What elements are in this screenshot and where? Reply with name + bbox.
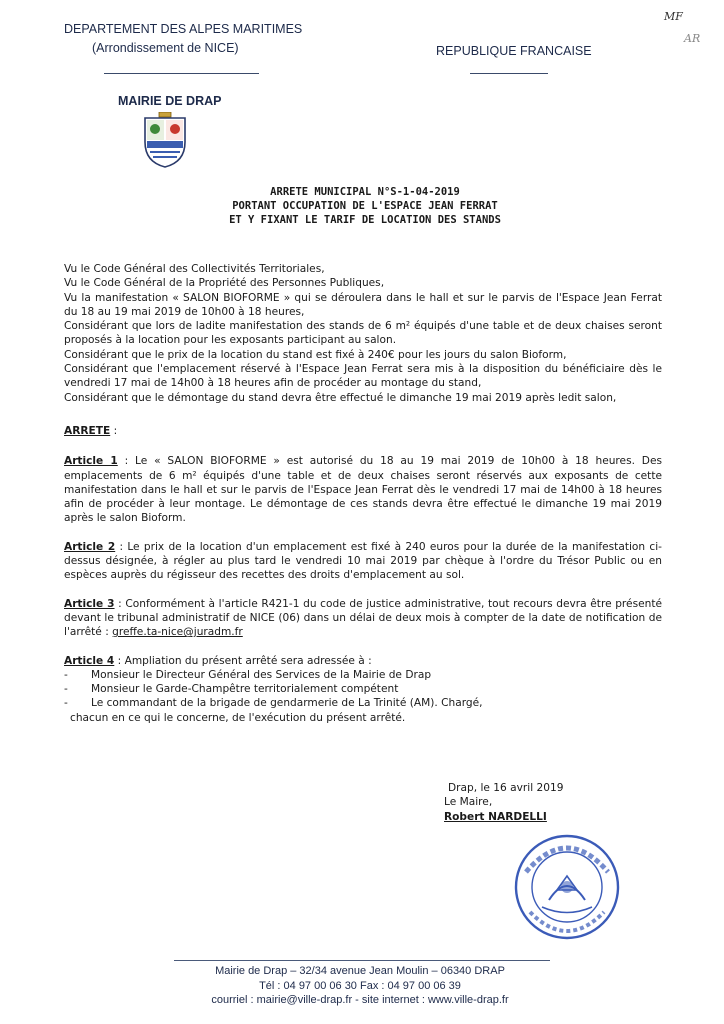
header-rule-left bbox=[104, 73, 259, 74]
mayor-name: Robert NARDELLI bbox=[444, 810, 547, 823]
handwritten-mark: AR bbox=[684, 32, 701, 45]
article-3 bbox=[64, 597, 662, 640]
list-item: - Monsieur le Garde-Champêtre territorialement compétent bbox=[64, 682, 662, 696]
ampliation-list bbox=[64, 668, 662, 711]
article-text: : Conformément à l'article R421-1 du code de justice administrative, tout recours devra être présenté devant le tribunal administratif de NICE (06) dans un délai de deux mois à compter de la date de notification de l'arrêté : bbox=[64, 597, 662, 639]
department-name: DEPARTEMENT DES ALPES MARITIMES bbox=[64, 22, 303, 36]
title-line-1: ARRETE MUNICIPAL N°S-1-04-2019 bbox=[270, 186, 460, 198]
footer-contact[interactable]: courriel : mairie@ville-drap.fr - site internet : www.ville-drap.fr bbox=[211, 994, 509, 1006]
considerant: Considérant que lors de ladite manifestation des stands de 6 m² équipés d'une table et de deux chaises seront proposés à la location pour les exposants participant au salon. bbox=[64, 320, 662, 347]
arrondissement: (Arrondissement de NICE) bbox=[92, 41, 239, 55]
title-line-2: PORTANT OCCUPATION DE L'ESPACE JEAN FERRAT bbox=[232, 200, 498, 212]
footer-phone: Tél : 04 97 00 06 30 Fax : 04 97 00 06 39 bbox=[259, 979, 461, 992]
header-rule-right bbox=[470, 73, 548, 74]
execution-line: chacun en ce qui le concerne, de l'exécution du présent arrêté. bbox=[70, 711, 406, 724]
article-label: Article 4 bbox=[64, 654, 115, 667]
title-line-3: ET Y FIXANT LE TARIF DE LOCATION DES STANDS bbox=[229, 214, 501, 226]
arrete-label: ARRETE bbox=[64, 424, 111, 437]
article-label: Article 2 bbox=[64, 540, 116, 553]
article-label: Article 1 bbox=[64, 455, 118, 468]
article-label: Article 3 bbox=[64, 597, 115, 610]
considerant: Considérant que le prix de la location du stand est fixé à 240€ pour les jours du salon Bioform, bbox=[64, 348, 567, 361]
signature-block bbox=[444, 781, 563, 824]
footer-address: Mairie de Drap – 32/34 avenue Jean Moulin – 06340 DRAP bbox=[215, 965, 505, 977]
signature-date: Drap, le 16 avril 2019 bbox=[448, 782, 564, 794]
list-item: - Monsieur le Directeur Général des Services de la Mairie de Drap bbox=[64, 668, 662, 682]
decree-body bbox=[64, 262, 662, 725]
handwritten-initials: MF bbox=[664, 10, 683, 23]
republic-label: REPUBLIQUE FRANCAISE bbox=[436, 44, 592, 58]
article-2 bbox=[64, 540, 662, 583]
list-item: - Le commandant de la brigade de gendarmerie de La Trinité (AM). Chargé, bbox=[64, 696, 662, 710]
footer bbox=[100, 964, 620, 1008]
article-1 bbox=[64, 454, 662, 525]
arrete-colon: : bbox=[110, 424, 118, 437]
article-4 bbox=[64, 654, 662, 668]
official-stamp-icon bbox=[512, 832, 622, 946]
mairie-title: MAIRIE DE DRAP bbox=[118, 94, 222, 108]
article-text: : Le « SALON BIOFORME » est autorisé du 18 au 19 mai 2019 de 10h00 à 18 heures. Des emplacements de 6 m² équipés d'une table et de deux chaises seront réservés aux exposants de cette manifestation dans le hall et sur le parvis de l'Espace Jean Ferrat dès le vendredi 17 mai de 14h00 à 18 heures afin de procéder à leur montage. Le démontage de ces stands devra être effectué le dimanche 19 mai 2019 après le salon Bioform. bbox=[64, 455, 663, 525]
considerant: Vu la manifestation « SALON BIOFORME » qui se déroulera dans le hall et sur le parvis de l'Espace Jean Ferrat du 18 au 19 mai 2019 de 10h00 à 18 heures, bbox=[64, 291, 662, 318]
coat-of-arms-icon bbox=[142, 112, 188, 172]
considerant: Vu le Code Général de la Propriété des Personnes Publiques, bbox=[64, 277, 385, 290]
article-text: : Le prix de la location d'un emplacement est fixé à 240 euros pour la durée de la manifestation ci-dessus désignée, à régler au plus tard le vendredi 10 mai 2019 par chèque à l'ordre du Trésor Public ou en espèces auprès du régisseur des recettes des droits d'emplacement au sol. bbox=[64, 540, 663, 582]
court-email-link[interactable]: greffe.ta-nice@juradm.fr bbox=[112, 626, 243, 639]
footer-rule bbox=[174, 960, 550, 961]
decree-title bbox=[150, 185, 580, 227]
article-text: : Ampliation du présent arrêté sera adressée à : bbox=[114, 654, 372, 667]
signature-role: Le Maire, bbox=[444, 796, 493, 809]
considerant: Considérant que l'emplacement réservé à l'Espace Jean Ferrat sera mis à la disposition du bénéficiaire dès le vendredi 17 mai de 14h00 à 18 heures afin de procéder au montage du stand, bbox=[64, 363, 662, 390]
considerant: Considérant que le démontage du stand devra être effectué le dimanche 19 mai 2019 après ledit salon, bbox=[64, 391, 617, 404]
arrete-heading bbox=[64, 424, 662, 438]
considerant: Vu le Code Général des Collectivités Territoriales, bbox=[64, 263, 325, 275]
